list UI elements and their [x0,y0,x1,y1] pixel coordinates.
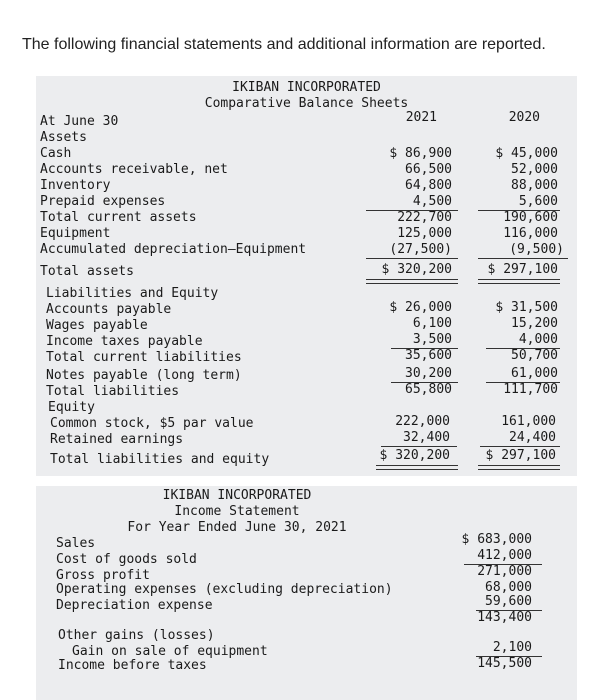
bs-liab-heading: Liabilities and Equity [46,286,219,301]
is-other-value: 145,500 [477,656,532,671]
is-row-label: Operating expenses (excluding depreciation) [56,582,393,597]
is-row-value: 68,000 [485,580,532,595]
bs-liab-label: Notes payable (long term) [46,368,242,383]
bs-row-2021: 222,700 [397,210,452,225]
bs-equity-2020: $ 297,100 [485,448,556,463]
underline [381,446,457,447]
intro-text: The following financial statements and additional information are reported. [22,36,546,53]
is-other-value: 2,100 [492,640,532,655]
is-company: IKIBAN INCORPORATED [162,488,312,503]
bs-row-2020: 52,000 [511,162,558,177]
bs-row-2020: $ 45,000 [495,146,558,161]
bs-liab-2021: 6,100 [412,316,452,331]
bs-liab-2020: 61,000 [511,366,558,381]
bs-row-2020: $ 297,100 [487,262,558,277]
bs-row-2020: (9,500) [509,242,564,257]
bs-liab-2020: 111,700 [503,382,558,397]
bs-row-label: Prepaid expenses [40,194,166,209]
is-row-label: Sales [56,536,96,551]
bs-row-2021: 66,500 [405,162,452,177]
is-other-label: Gain on sale of equipment [72,644,268,659]
bs-row-2021: (27,500) [389,242,452,257]
bs-liab-2021: $ 26,000 [389,300,452,315]
bs-liab-2020: 4,000 [518,332,558,347]
bs-liab-2020: $ 31,500 [495,300,558,315]
bs-equity-heading: Equity [48,400,95,415]
is-other-label: Income before taxes [58,658,207,673]
bs-row-2020: 190,600 [503,210,558,225]
is-row-value: 59,600 [485,594,532,609]
bs-liab-2021: 65,800 [405,382,452,397]
is-title: Income Statement [174,504,300,519]
bs-row-label: Total assets [40,264,134,279]
bs-row-2021: $ 320,200 [381,262,452,277]
is-other-heading: Other gains (losses) [58,628,215,643]
bs-row-label: Cash [40,146,72,161]
underline [366,258,458,259]
bs-row-2020: 88,000 [511,178,558,193]
bs-row-2021: 125,000 [397,226,452,241]
bs-liab-label: Total current liabilities [46,350,242,365]
bs-liab-2021: 35,600 [405,348,452,363]
is-row-label: Depreciation expense [56,598,213,613]
bs-row-label: Total current assets [40,210,197,225]
double-underline [478,279,560,284]
is-row-value: 271,000 [477,564,532,579]
is-row-label: Cost of goods sold [56,552,197,567]
bs-row-2020: 5,600 [518,194,558,209]
bs-liab-label: Total liabilities [46,384,180,399]
is-row-label: Gross profit [56,568,150,583]
bs-equity-label: Retained earnings [50,432,184,447]
bs-liab-2021: 3,500 [412,332,452,347]
bs-equity-label: Total liabilities and equity [50,452,270,467]
double-underline [366,279,458,284]
bs-row-label: Equipment [40,226,111,241]
bs-row-2021: 64,800 [405,178,452,193]
double-underline [376,465,458,470]
bs-equity-2020: 161,000 [501,414,556,429]
bs-equity-2021: 222,000 [395,414,450,429]
bs-row-2021: 4,500 [412,194,452,209]
bs-company: IKIBAN INCORPORATED [232,80,381,95]
bs-row-label: Accounts receivable, net [40,162,228,177]
bs-row-2021: $ 86,900 [389,146,452,161]
underline [480,446,560,447]
bs-year-2020: 2020 [508,110,540,125]
is-row-value: 412,000 [477,548,532,563]
is-row-value: 143,400 [477,610,532,625]
bs-equity-2021: 32,400 [403,430,450,445]
bs-liab-label: Income taxes payable [46,334,203,349]
bs-assets-heading: Assets [40,130,87,145]
balance-sheet-panel [36,76,577,476]
income-statement-panel [36,486,577,700]
bs-row-2020: 116,000 [503,226,558,241]
is-period: For Year Ended June 30, 2021 [127,520,347,535]
bs-row-label: Accumulated depreciation—Equipment [40,242,307,257]
bs-liab-2021: 30,200 [405,366,452,381]
bs-row-label: Inventory [40,178,111,193]
bs-equity-2020: 24,400 [509,430,556,445]
bs-year-2021: 2021 [405,110,437,125]
double-underline [478,465,560,470]
bs-date-label: At June 30 [40,114,119,129]
bs-liab-label: Accounts payable [46,302,172,317]
bs-liab-2020: 15,200 [511,316,558,331]
bs-liab-2020: 50,700 [511,348,558,363]
bs-liab-label: Wages payable [46,318,148,333]
bs-equity-label: Common stock, $5 par value [50,416,254,431]
bs-title: Comparative Balance Sheets [204,96,409,111]
is-row-value: $ 683,000 [461,532,532,547]
bs-equity-2021: $ 320,200 [379,448,450,463]
underline [478,258,568,259]
